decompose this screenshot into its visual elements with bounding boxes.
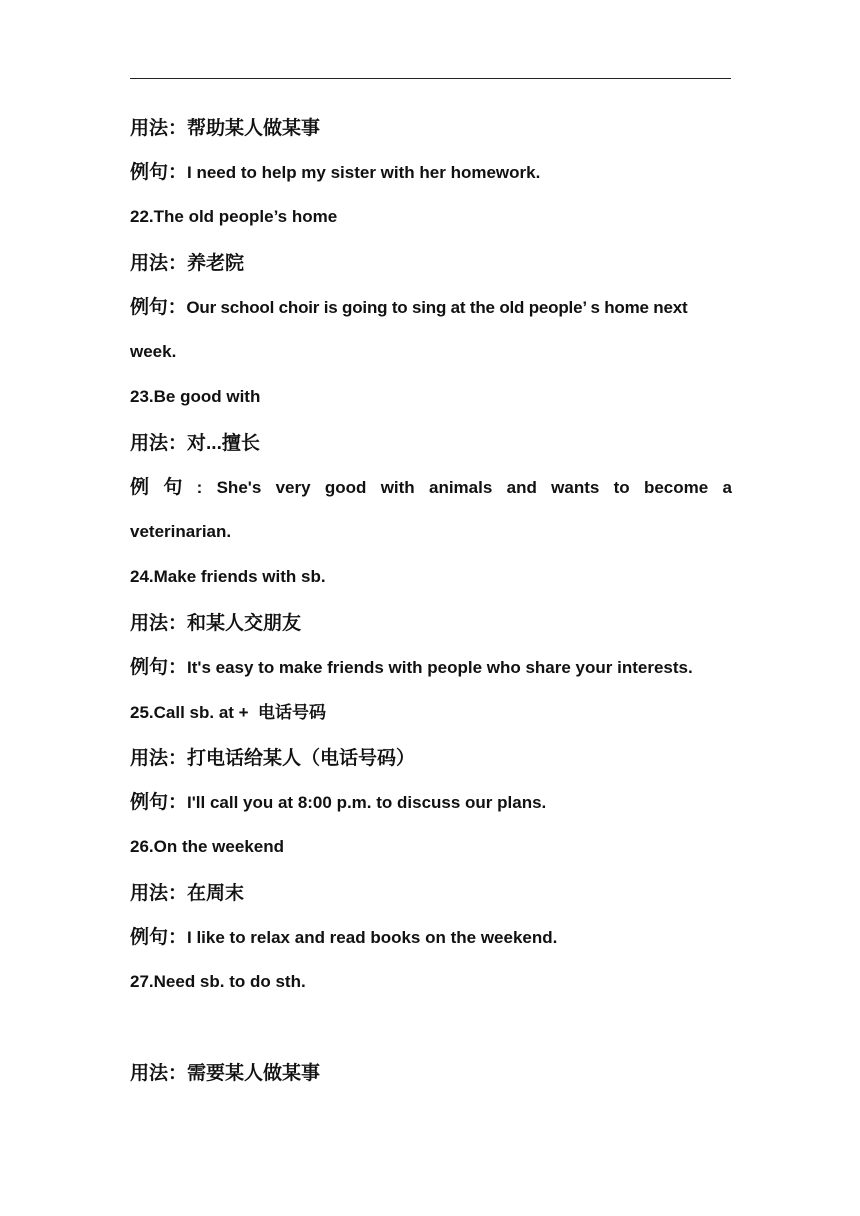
usage-text: 和某人交朋友 — [187, 613, 302, 634]
phrase-text: 22.The old people’s home — [130, 207, 338, 226]
usage-label: 用法： — [130, 118, 188, 139]
phrase-heading — [130, 701, 732, 725]
usage-text: 在周末 — [187, 883, 245, 904]
phrase-heading — [130, 565, 732, 589]
usage-text: 养老院 — [187, 253, 245, 274]
phrase-text: 23.Be good with — [130, 387, 261, 406]
example-label: 例句： — [130, 297, 187, 318]
example-label: 例句： — [130, 162, 188, 183]
phrase-heading — [130, 835, 732, 859]
usage-text: 打电话给某人（电话号码） — [187, 748, 416, 769]
example-continuation — [130, 340, 732, 364]
example-text: I'll call you at 8:00 p.m. to discuss our plans. — [187, 793, 547, 812]
phrase-heading — [130, 970, 732, 994]
usage-label: 用法： — [130, 883, 188, 904]
example-continuation — [130, 520, 732, 544]
example-word: good — [324, 478, 367, 497]
example-text: I need to help my sister with her homework. — [187, 163, 541, 182]
usage-text: 帮助某人做某事 — [187, 118, 321, 139]
usage-line — [130, 881, 732, 906]
example-word: with — [380, 478, 415, 497]
example-text: week. — [130, 342, 177, 361]
example-line — [130, 926, 732, 950]
phrase-text: 24.Make friends with sb. — [130, 567, 326, 586]
example-label-char-1: 例 — [130, 477, 150, 498]
usage-label: 用法： — [130, 748, 188, 769]
phrase-text: 27.Need sb. to do sth. — [130, 972, 306, 991]
example-line — [130, 656, 732, 680]
header-rule — [130, 78, 731, 79]
usage-line — [130, 611, 732, 636]
example-word: and — [506, 478, 537, 497]
example-word: She's — [216, 478, 262, 497]
example-text: Our school choir is going to sing at the old people’ s home next — [186, 298, 688, 317]
usage-label: 用法： — [130, 253, 188, 274]
usage-line — [130, 1061, 732, 1086]
example-line — [130, 791, 732, 815]
usage-line — [130, 431, 732, 456]
phrase-heading — [130, 205, 732, 229]
usage-line — [130, 116, 732, 141]
usage-label: 用法： — [130, 433, 188, 454]
usage-line — [130, 251, 732, 276]
example-word: a — [722, 478, 732, 497]
example-word: : — [196, 478, 203, 497]
example-word: become — [643, 478, 709, 497]
example-label-char-2: 句 — [163, 477, 183, 498]
example-label: 例句： — [130, 657, 188, 678]
usage-text: 对...擅长 — [187, 433, 260, 454]
example-line — [130, 161, 732, 185]
example-line-justified — [130, 476, 732, 500]
example-label: 例句： — [130, 927, 188, 948]
usage-label: 用法： — [130, 1063, 188, 1084]
example-line — [130, 296, 732, 320]
usage-text: 需要某人做某事 — [187, 1063, 321, 1084]
example-label: 例句： — [130, 792, 188, 813]
example-text: It's easy to make friends with people who share your interests. — [187, 658, 693, 677]
example-word: to — [613, 478, 630, 497]
usage-label: 用法： — [130, 613, 188, 634]
example-word: wants — [551, 478, 600, 497]
phrase-text: 26.On the weekend — [130, 837, 284, 856]
example-text: veterinarian. — [130, 522, 232, 541]
phrase-heading — [130, 385, 732, 409]
usage-line — [130, 746, 732, 771]
example-text: I like to relax and read books on the weekend. — [187, 928, 558, 947]
phrase-text: 25.Call sb. at + 电话号码 — [130, 703, 327, 722]
example-word: animals — [429, 478, 493, 497]
example-word: very — [275, 478, 311, 497]
